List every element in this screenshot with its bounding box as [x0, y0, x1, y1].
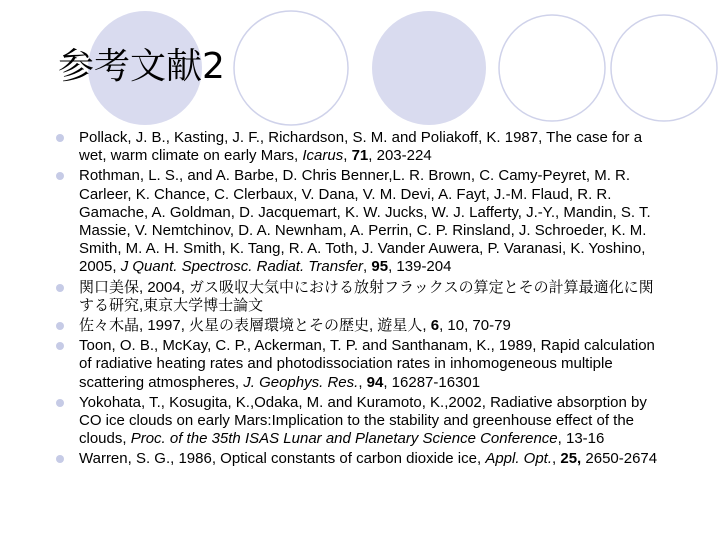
reference-journal: Appl. Opt.	[485, 450, 553, 468]
decor-circle-outline	[234, 11, 348, 125]
reference-text: Pollack, J. B., Kasting, J. F., Richardson, S. M. and Poliakoff, K. 1987, The case for a wet, warm climate on early Mars,	[79, 129, 643, 165]
reference-text: , 16287-16301	[383, 373, 481, 391]
reference-text: 佐々木晶, 1997, 火星の表層環境とその歴史, 遊星人,	[79, 317, 431, 335]
reference-item	[56, 394, 668, 449]
reference-volume: 94	[366, 373, 384, 391]
reference-text: , 10, 70-79	[439, 317, 511, 335]
reference-item	[56, 317, 668, 335]
bullet-icon	[56, 322, 64, 330]
bullet-icon	[56, 134, 64, 142]
decor-circle-outline	[499, 15, 605, 121]
decor-circle-filled	[372, 11, 486, 125]
reference-text: 2650-2674	[581, 450, 658, 468]
bullet-icon	[56, 342, 64, 350]
reference-text: Warren, S. G., 1986, Optical constants of carbon dioxide ice,	[79, 450, 486, 468]
reference-text: ,	[343, 147, 352, 165]
reference-item	[56, 337, 668, 392]
reference-item	[56, 279, 668, 315]
bullet-icon	[56, 172, 64, 180]
reference-volume: 71	[351, 147, 369, 165]
reference-volume: 95	[371, 258, 389, 276]
reference-item	[56, 450, 668, 468]
reference-text: Rothman, L. S., and A. Barbe, D. Chris Benner,L. R. Brown, C. Camy-Peyret, M. R. Carleer, K. Chance, C. Clerbaux, V. Dana, V. M. Devi, A. Fayt, J.-M. Flaud, R. R. Gamache, A. Goldman, D. Jacquemart, K. W. Jucks, W. J. Lafferty, J.-Y., Mandin, S. T. Massie, V. Nemtchinov, D. A. Newnham, A. Perrin, C. P. Rinsland, J. Schroeder, K. M. Smith, M. A. H. Smith, K. Tang, R. A. Toth, J. Vander Auwera, P. Varanasi, K. Yoshino, 2005,	[79, 167, 651, 276]
slide-title: 参考文献2	[58, 46, 225, 87]
reference-volume: 6	[430, 317, 440, 335]
reference-item	[56, 167, 668, 276]
reference-text: ,	[358, 373, 367, 391]
reference-journal: J Quant. Spectrosc. Radiat. Transfer	[120, 258, 364, 276]
reference-text: 関口美保, 2004, ガス吸収大気中における放射フラックスの算定とその計算最適化に関する研究,東京大学博士論文	[79, 278, 654, 314]
bullet-icon	[56, 284, 64, 292]
bullet-icon	[56, 399, 64, 407]
reference-text: Toon, O. B., McKay, C. P., Ackerman, T. P. and Santhanam, K., 1989, Rapid calculation of radiative heating rates and photodissociation rates in inhomogeneous multiple scattering atmospheres,	[79, 337, 655, 391]
reference-item	[56, 129, 668, 165]
reference-text: Yokohata, T., Kosugita, K.,Odaka, M. and Kuramoto, K.,2002, Radiative absorption by CO ice clouds on early Mars:Implication to the stability and greenhouse effect of the clouds,	[79, 393, 647, 448]
reference-journal: J. Geophys. Res.	[243, 373, 359, 391]
reference-list	[56, 129, 668, 471]
decor-circle-outline	[611, 15, 717, 121]
reference-journal: Proc. of the 35th ISAS Lunar and Planetary Science Conference	[130, 430, 558, 448]
reference-text: ,	[552, 450, 561, 468]
reference-text: , 13-16	[557, 430, 605, 448]
reference-text: , 139-204	[388, 258, 452, 276]
bullet-icon	[56, 455, 64, 463]
reference-text: ,	[363, 258, 372, 276]
reference-volume: 25,	[560, 450, 582, 468]
reference-journal: Icarus	[302, 147, 344, 165]
reference-text: , 203-224	[368, 147, 432, 165]
